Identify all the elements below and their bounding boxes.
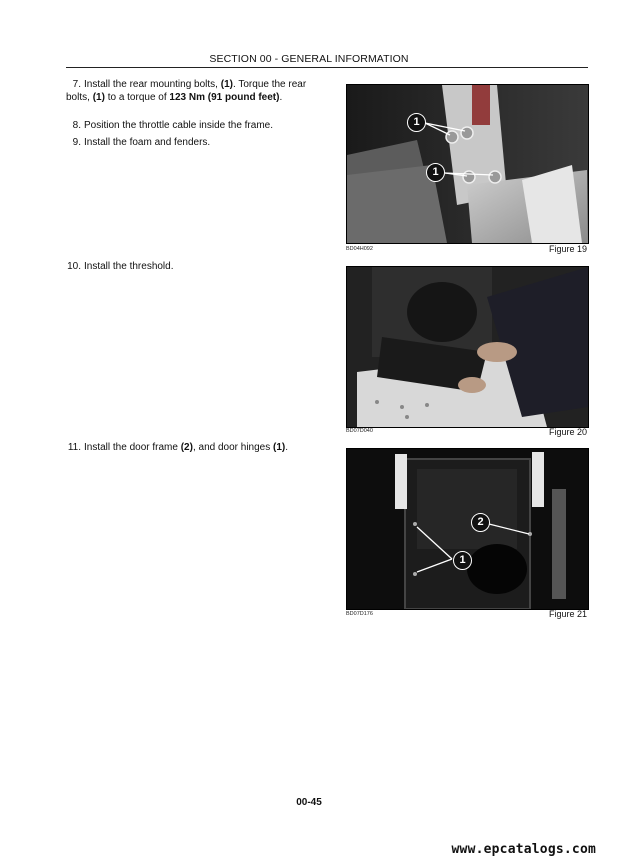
figure-caption: Figure 19 <box>548 244 587 254</box>
step-9 <box>66 136 310 149</box>
callout-1: 1 <box>407 113 426 132</box>
page-number: 00-45 <box>296 797 322 808</box>
step-number: 7. <box>72 79 81 90</box>
step-text-a: Install the rear mounting bolts, <box>84 79 221 90</box>
step-10 <box>66 260 310 273</box>
step-8 <box>66 119 310 132</box>
figure-20-photo <box>346 266 589 428</box>
callout-ref: (1) <box>273 442 286 453</box>
figure-caption: Figure 20 <box>548 427 587 437</box>
figure-code: BD07D040 <box>346 428 373 434</box>
step-text-c: to a torque of <box>104 92 170 103</box>
section-header: SECTION 00 - GENERAL INFORMATION <box>209 53 409 65</box>
step-text: Install the threshold. <box>84 261 174 272</box>
figure-code: BD07D176 <box>346 611 373 617</box>
step-number: 9. <box>72 137 81 148</box>
figure-19-photo <box>346 84 589 244</box>
step-number: 10. <box>67 261 81 272</box>
torque-value: 123 Nm (91 pound feet) <box>169 92 280 103</box>
callout-ref: (1) <box>92 92 105 103</box>
step-text-b: , and door hinges <box>192 442 274 453</box>
step-text: Install the foam and fenders. <box>84 137 211 148</box>
step-number: 11. <box>67 442 81 453</box>
watermark: www.epcatalogs.com <box>451 842 596 857</box>
callout-1: 1 <box>453 551 472 570</box>
step-7 <box>66 78 310 104</box>
callout-ref: (1) <box>220 79 233 90</box>
callout-ref: (2) <box>180 442 193 453</box>
figure-21-photo <box>346 448 589 610</box>
step-text-c: . <box>285 442 289 453</box>
header-divider <box>66 67 588 68</box>
step-text-b: . Torque the rear bolts, <box>66 79 307 103</box>
step-text-d: . <box>279 92 283 103</box>
step-text-a: Install the door frame <box>84 442 181 453</box>
rear-mounting-bolts-illustration <box>347 85 588 243</box>
figure-caption: Figure 21 <box>548 609 587 619</box>
threshold-install-illustration <box>347 267 588 427</box>
callout-1: 1 <box>426 163 445 182</box>
step-text: Position the throttle cable inside the frame. <box>84 120 273 131</box>
door-frame-hinges-illustration <box>347 449 588 609</box>
figure-code: BD04H092 <box>346 246 373 252</box>
callout-2: 2 <box>471 513 490 532</box>
step-number: 8. <box>72 120 81 131</box>
step-11 <box>66 441 310 454</box>
